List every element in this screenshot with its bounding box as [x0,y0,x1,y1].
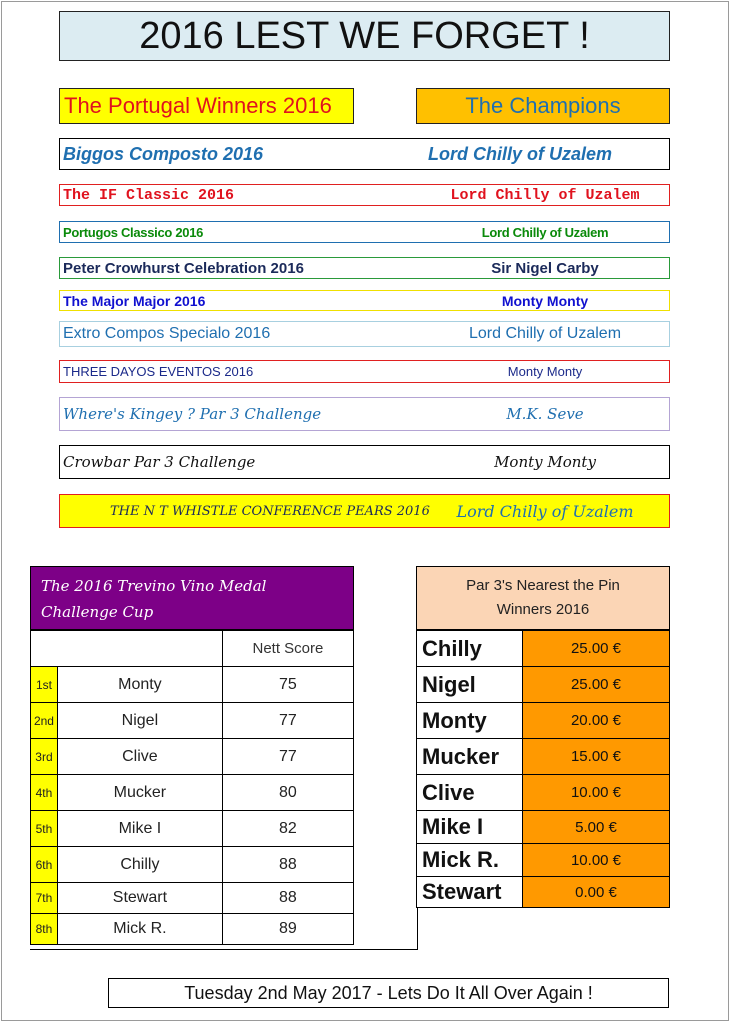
event-winner: Lord Chilly of Uzalem [481,224,609,240]
prize-amount: 5.00 € [523,811,670,844]
nett-score: 89 [222,914,353,945]
par3-results-table [416,630,670,908]
medal-table-header [30,566,354,647]
prize-amount: 25.00 € [523,631,670,667]
event-winner: Monty Monty [494,453,596,471]
event-row-crowbar [59,445,670,479]
table-row [31,775,354,811]
par3-title-line1: Par 3's Nearest the Pin [466,577,620,594]
event-name: Extro Compos Specialo 2016 [63,325,271,342]
position-cell: 4th [31,775,58,811]
footer-banner: Tuesday 2nd May 2017 - Lets Do It All Over Again ! [108,978,669,1008]
event-row-if-classic [59,184,670,206]
event-name: The Major Major 2016 [63,292,206,309]
event-row-extro [59,321,670,347]
nett-score: 88 [222,883,353,914]
par3-title-line2: Winners 2016 [496,601,590,618]
player-name: Clive [57,739,222,775]
position-cell: 7th [31,883,58,914]
player-name: Chilly [57,847,222,883]
table-row [31,847,354,883]
event-row-crowhurst [59,257,670,279]
player-name: Mike I [57,811,222,847]
player-name: Nigel [57,703,222,739]
event-name: Crowbar Par 3 Challenge [63,453,256,471]
event-winner: Lord Chilly of Uzalem [468,325,622,342]
par3-table-header [416,566,670,630]
event-name: Where's Kingey ? Par 3 Challenge [63,405,322,423]
nett-score: 77 [222,739,353,775]
event-row-major-major [59,290,670,311]
event-name: Portugos Classico 2016 [63,224,204,240]
table-row [417,739,670,775]
event-name: THE N T WHISTLE CONFERENCE PEARS 2016 [110,503,430,519]
event-winner: M.K. Seve [506,405,584,423]
table-row [417,877,670,908]
prize-amount: 20.00 € [523,703,670,739]
score-header: Nett Score [222,631,353,667]
table-row [31,883,354,914]
portugal-winners-header: The Portugal Winners 2016 [59,88,354,124]
prize-amount: 25.00 € [523,667,670,703]
prize-amount: 10.00 € [523,844,670,877]
table-row [417,844,670,877]
nett-score: 75 [222,667,353,703]
nett-score: 88 [222,847,353,883]
player-name: Mike I [417,811,523,844]
player-name: Mucker [417,739,523,775]
event-name: THREE DAYOS EVENTOS 2016 [63,364,254,379]
position-cell: 6th [31,847,58,883]
nett-score: 80 [222,775,353,811]
table-row [417,775,670,811]
player-name: Monty [57,667,222,703]
prize-amount: 15.00 € [523,739,670,775]
event-winner: Monty Monty [507,364,583,379]
position-cell: 3rd [31,739,58,775]
player-name: Chilly [417,631,523,667]
medal-title-line2: Mon 9th May @ Pinal Portugal [61,629,295,647]
medal-header-row [31,631,354,667]
event-winner: Monty Monty [501,292,589,309]
champions-header: The Champions [416,88,670,124]
event-row-three-dayos [59,360,670,383]
position-cell: 8th [31,914,58,945]
position-cell: 1st [31,667,58,703]
table-row [417,631,670,667]
event-name: Biggos Composto 2016 [63,143,264,164]
table-row [31,811,354,847]
position-cell: 2nd [31,703,58,739]
player-name: Stewart [57,883,222,914]
player-name: Stewart [417,877,523,908]
event-winner: Sir Nigel Carby [491,259,599,277]
medal-title-line1: The 2016 Trevino Vino Medal Challenge Cup [41,577,267,621]
player-name: Mucker [57,775,222,811]
table-row [31,667,354,703]
nett-score: 77 [222,703,353,739]
table-row [31,739,354,775]
position-cell: 5th [31,811,58,847]
player-name: Nigel [417,667,523,703]
event-row-kingey [59,397,670,431]
table-row [417,667,670,703]
medal-results-table [30,630,354,945]
table-row [31,914,354,945]
event-winner: Lord Chilly of Uzalem [456,501,634,521]
event-row-nt-whistle [59,494,670,528]
player-name: Clive [417,775,523,811]
player-name: Monty [417,703,523,739]
player-name: Mick R. [57,914,222,945]
event-name: Peter Crowhurst Celebration 2016 [63,259,304,277]
player-name: Mick R. [417,844,523,877]
page-title: 2016 LEST WE FORGET ! [59,11,670,61]
table-row [31,703,354,739]
event-winner: Lord Chilly of Uzalem [450,186,640,204]
event-row-biggos [59,138,670,170]
event-row-portugos [59,221,670,243]
nett-score: 82 [222,811,353,847]
prize-amount: 10.00 € [523,775,670,811]
event-name: The IF Classic 2016 [63,186,235,204]
table-row [417,811,670,844]
prize-amount: 0.00 € [523,877,670,908]
table-row [417,703,670,739]
event-winner: Lord Chilly of Uzalem [427,143,613,164]
